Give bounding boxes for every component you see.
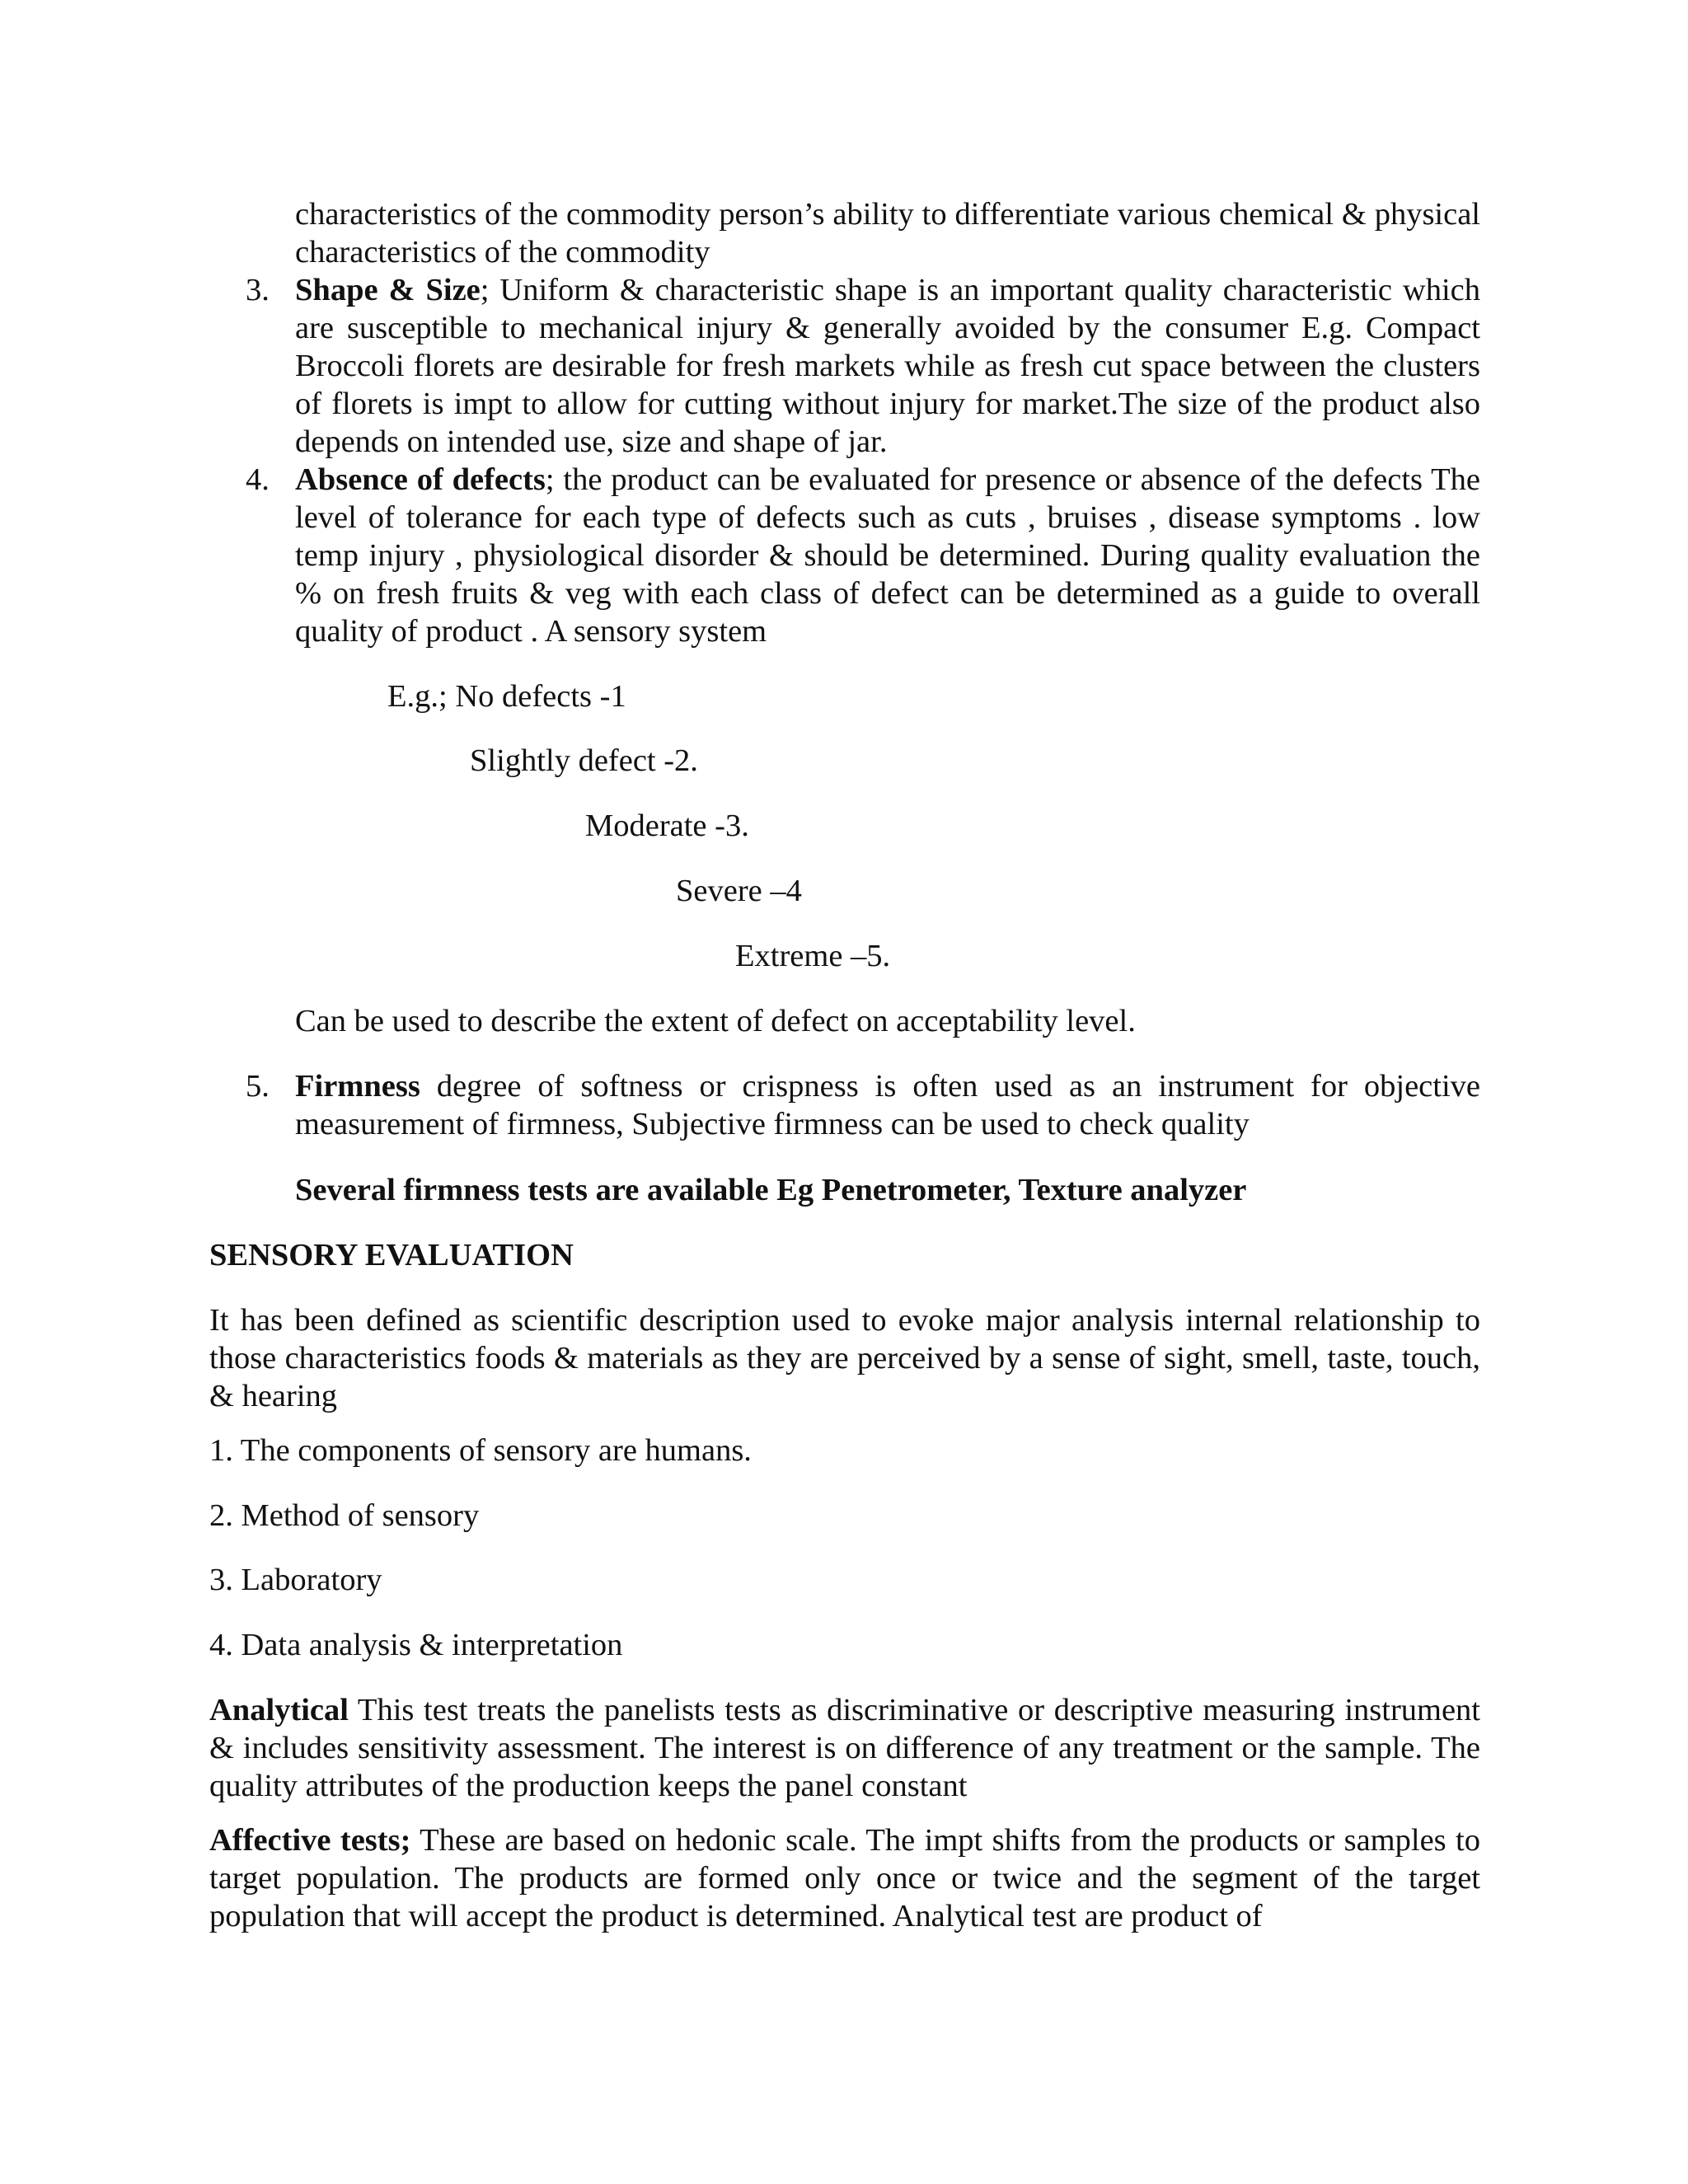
component-item: 3. Laboratory [209, 1563, 382, 1597]
scale-entry: Moderate -3. [585, 808, 749, 843]
scale-entry: E.g.; No defects -1 [387, 679, 626, 714]
scale-entry: Severe –4 [676, 874, 802, 908]
list-item-term: Shape & Size [295, 273, 481, 307]
affective-body: These are based on hedonic scale. The impt shifts from the products or samples to target population. The products are formed only once or twice and the segment of the target population that will accept the product is determined. Analytical test are product of [209, 1823, 1480, 1933]
list-item-body: degree of softness or crispness is often used as an instrument for objective measurement of firmness, Subjective firmness can be used to check quality [295, 1069, 1480, 1141]
list-number: 4. [246, 462, 270, 497]
list-item-absence-defects [246, 461, 1480, 650]
firmness-tests-note: Several firmness tests are available Eg Penetrometer, Texture analyzer [295, 1173, 1247, 1207]
list-number: 3. [246, 273, 270, 307]
component-item: 2. Method of sensory [209, 1498, 480, 1533]
component-item: 4. Data analysis & interpretation [209, 1628, 623, 1662]
list-item-text [295, 461, 1480, 650]
analytical-paragraph [209, 1691, 1480, 1805]
list-item-firmness [246, 1067, 1480, 1143]
definition-paragraph: It has been defined as scientific description used to evoke major analysis internal relationship to those characteristics foods & materials as they are perceived by a sense of sight, smell, taste, touch, & hearing [209, 1303, 1480, 1413]
list-item-body: ; Uniform & characteristic shape is an important quality characteristic which are susceptible to mechanical injury & generally avoided by the consumer E.g. Compact Broccoli florets are desirable for fresh markets while as fresh cut space between the clusters of florets is impt to allow for cutting without injury for market.The size of the product also depends on intended use, size and shape of jar. [295, 273, 1480, 459]
analytical-body: This test treats the panelists tests as discriminative or descriptive measuring instrument & includes sensitivity assessment. The interest is on difference of any treatment or the sample. The quality attributes of the production keeps the panel constant [209, 1693, 1480, 1803]
section-heading: SENSORY EVALUATION [209, 1238, 574, 1272]
affective-term: Affective tests; [209, 1823, 411, 1858]
list-number: 5. [246, 1069, 270, 1104]
list-item-body: ; the product can be evaluated for presence or absence of the defects The level of tolerance for each type of defects such as cuts , bruises , disease symptoms . low temp injury , physiological disorder & should be determined. During quality evaluation the % on fresh fruits & veg with each class of defect can be determined as a guide to overall quality of product . A sensory system [295, 462, 1480, 649]
list-item-text [295, 271, 1480, 461]
component-item: 1. The components of sensory are humans. [209, 1433, 752, 1468]
list-item-term: Firmness [295, 1069, 420, 1104]
scale-note: Can be used to describe the extent of defect on acceptability level. [295, 1004, 1136, 1038]
affective-paragraph [209, 1821, 1480, 1935]
list-item-text [295, 1067, 1480, 1143]
list-item-shape-size [246, 271, 1480, 461]
analytical-term: Analytical [209, 1693, 349, 1727]
scale-entry: Extreme –5. [735, 939, 891, 973]
list-item-term: Absence of defects [295, 462, 546, 497]
continuation-paragraph: characteristics of the commodity person’s ability to differentiate various chemical & physical characteristics of the commodity [295, 197, 1480, 269]
scale-entry: Slightly defect -2. [470, 743, 698, 778]
